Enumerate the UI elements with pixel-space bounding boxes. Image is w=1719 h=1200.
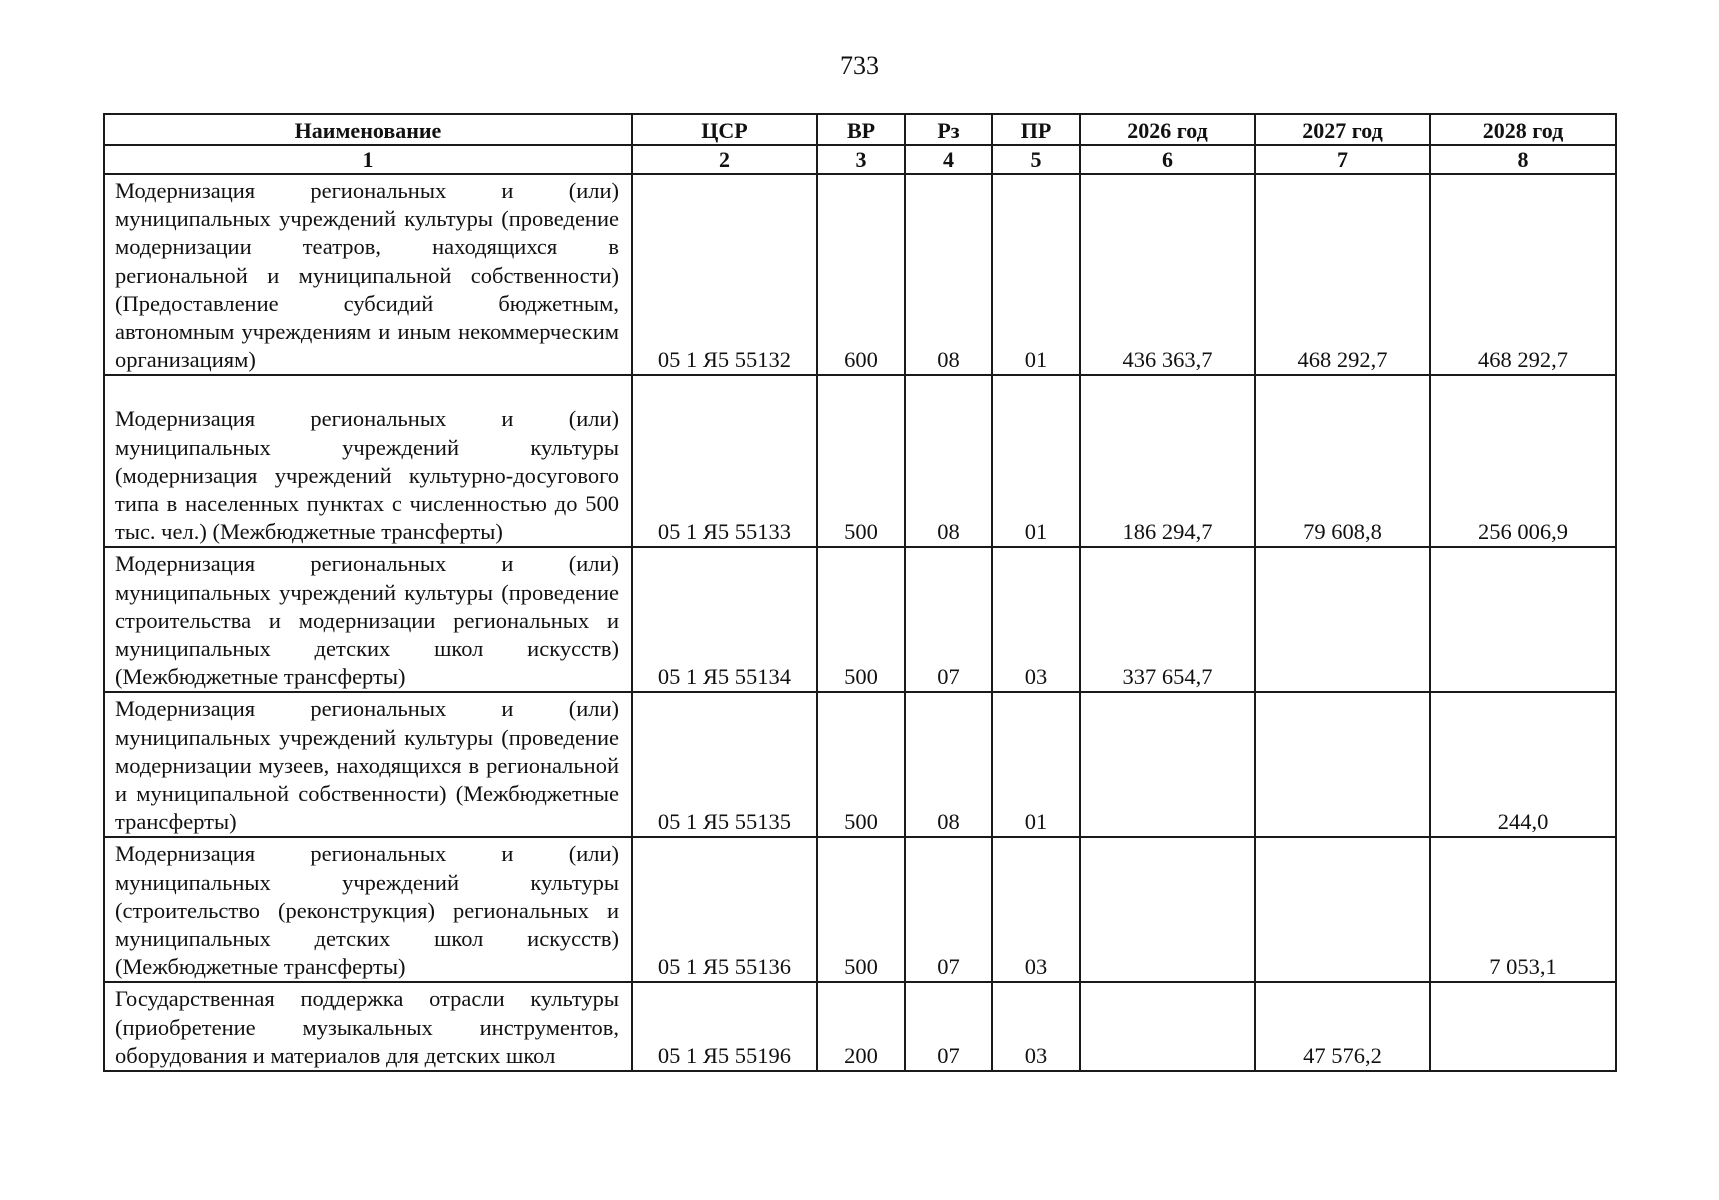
- row-csr: 05 1 Я5 55133: [632, 375, 817, 547]
- header-name: Наименование: [104, 114, 632, 145]
- header-2026: 2026 год: [1080, 114, 1255, 145]
- row-2027: 79 608,8: [1255, 375, 1430, 547]
- row-vr: 200: [817, 982, 905, 1071]
- row-2028: 256 006,9: [1430, 375, 1616, 547]
- row-rz: 08: [905, 692, 992, 837]
- row-pr: 03: [992, 837, 1080, 982]
- page-number: 733: [840, 51, 879, 80]
- row-2026: [1080, 692, 1255, 837]
- header-pr: ПР: [992, 114, 1080, 145]
- table-row: [104, 547, 1616, 692]
- row-rz: 07: [905, 547, 992, 692]
- row-csr: 05 1 Я5 55132: [632, 174, 817, 375]
- table-row: [104, 692, 1616, 837]
- row-csr: 05 1 Я5 55196: [632, 982, 817, 1071]
- row-name: Модернизация региональных и (или) муниципальных учреждений культуры (проведение модернизации театров, находящихся в региональной и муниципальной собственности) (Предоставление субсидий бюджетным, автономным учреждениям и иным некоммерческим организациям): [104, 174, 632, 375]
- column-number: 1: [104, 145, 632, 174]
- header-csr: ЦСР: [632, 114, 817, 145]
- column-number-row: [104, 145, 1616, 174]
- row-2027: [1255, 547, 1430, 692]
- row-name: Государственная поддержка отрасли культуры (приобретение музыкальных инструментов, оборудования и материалов для детских школ: [104, 982, 632, 1071]
- row-2027: [1255, 837, 1430, 982]
- row-vr: 500: [817, 837, 905, 982]
- header-rz: Рз: [905, 114, 992, 145]
- column-number: 8: [1430, 145, 1616, 174]
- header-2027: 2027 год: [1255, 114, 1430, 145]
- row-2028: 468 292,7: [1430, 174, 1616, 375]
- row-2028: 244,0: [1430, 692, 1616, 837]
- row-2026: 436 363,7: [1080, 174, 1255, 375]
- row-csr: 05 1 Я5 55134: [632, 547, 817, 692]
- row-csr: 05 1 Я5 55135: [632, 692, 817, 837]
- header-row: [104, 114, 1616, 145]
- table-row: [104, 982, 1616, 1071]
- row-rz: 07: [905, 837, 992, 982]
- header-vr: ВР: [817, 114, 905, 145]
- table-row: [104, 837, 1616, 982]
- row-2026: [1080, 837, 1255, 982]
- row-pr: 03: [992, 547, 1080, 692]
- row-2027: 47 576,2: [1255, 982, 1430, 1071]
- row-2026: [1080, 982, 1255, 1071]
- row-pr: 01: [992, 174, 1080, 375]
- row-vr: 500: [817, 375, 905, 547]
- row-name: Модернизация региональных и (или) муниципальных учреждений культуры (строительство (реконструкция) региональных и муниципальных детских школ искусств) (Межбюджетные трансферты): [104, 837, 632, 982]
- row-2028: [1430, 982, 1616, 1071]
- header-2028: 2028 год: [1430, 114, 1616, 145]
- column-number: 7: [1255, 145, 1430, 174]
- row-vr: 600: [817, 174, 905, 375]
- row-pr: 03: [992, 982, 1080, 1071]
- row-pr: 01: [992, 692, 1080, 837]
- budget-table: [103, 113, 1617, 1072]
- row-2026: 186 294,7: [1080, 375, 1255, 547]
- row-2027: [1255, 692, 1430, 837]
- row-name: Модернизация региональных и (или) муниципальных учреждений культуры (модернизация учреждений культурно-досугового типа в населенных пунктах с численностью до 500 тыс. чел.) (Межбюджетные трансферты): [104, 375, 632, 547]
- row-vr: 500: [817, 547, 905, 692]
- row-2028: 7 053,1: [1430, 837, 1616, 982]
- row-vr: 500: [817, 692, 905, 837]
- row-name: Модернизация региональных и (или) муниципальных учреждений культуры (проведение модернизации музеев, находящихся в региональной и муниципальной собственности) (Межбюджетные трансферты): [104, 692, 632, 837]
- row-2027: 468 292,7: [1255, 174, 1430, 375]
- table-row: [104, 174, 1616, 375]
- row-rz: 08: [905, 375, 992, 547]
- row-csr: 05 1 Я5 55136: [632, 837, 817, 982]
- table-row: [104, 375, 1616, 547]
- column-number: 5: [992, 145, 1080, 174]
- column-number: 2: [632, 145, 817, 174]
- column-number: 4: [905, 145, 992, 174]
- row-name: Модернизация региональных и (или) муниципальных учреждений культуры (проведение строительства и модернизации региональных и муниципальных детских школ искусств) (Межбюджетные трансферты): [104, 547, 632, 692]
- row-rz: 08: [905, 174, 992, 375]
- row-2026: 337 654,7: [1080, 547, 1255, 692]
- row-rz: 07: [905, 982, 992, 1071]
- column-number: 3: [817, 145, 905, 174]
- row-pr: 01: [992, 375, 1080, 547]
- row-2028: [1430, 547, 1616, 692]
- column-number: 6: [1080, 145, 1255, 174]
